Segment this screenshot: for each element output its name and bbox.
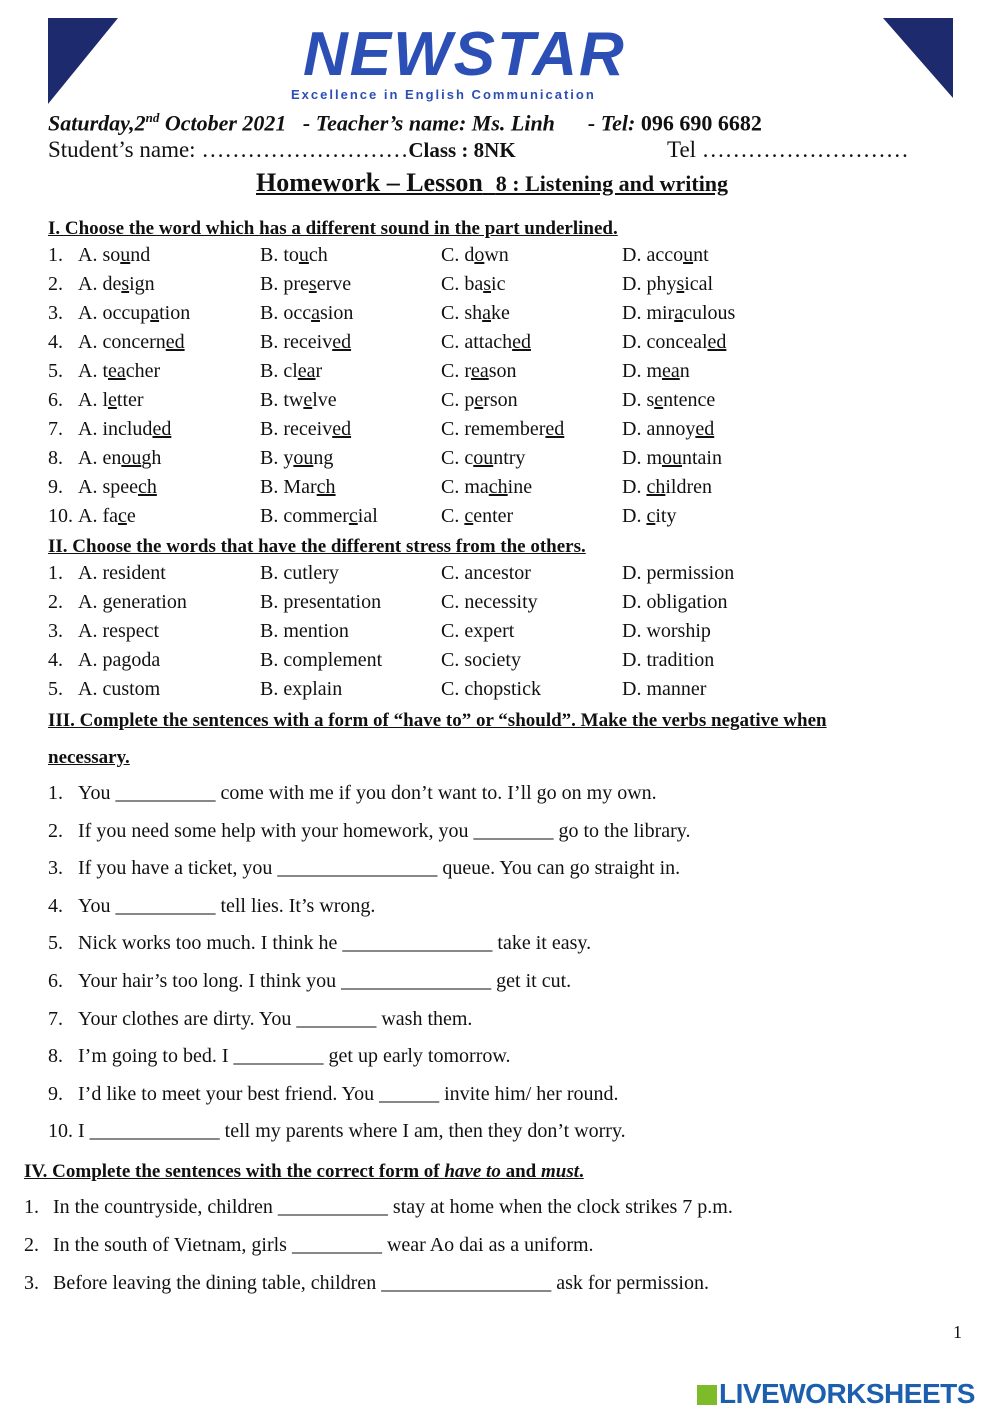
option-c: C. necessity	[441, 591, 538, 613]
option-text: A. en	[78, 447, 122, 469]
option-text: ntry	[493, 447, 526, 469]
option-text: ine	[507, 476, 533, 498]
option-text: C. d	[441, 244, 475, 266]
option-a: A. resident	[78, 562, 166, 584]
section3-heading-cont: necessary.	[48, 747, 130, 768]
item-number: 1.	[48, 782, 63, 804]
option-a	[78, 476, 157, 499]
underlined-part: ea	[108, 360, 126, 382]
option-text: C. remember	[441, 418, 546, 440]
underlined-part: c	[464, 505, 474, 527]
section2-heading: II. Choose the words that have the different stress from the others.	[48, 536, 586, 557]
option-c: C. society	[441, 649, 521, 671]
item-number: 2.	[48, 273, 63, 295]
underlined-part: ed	[332, 418, 352, 440]
option-d	[622, 389, 715, 412]
option-text: rson	[483, 389, 518, 411]
sentence: I’d like to meet your best friend. You ______ invite him/ her round.	[78, 1082, 619, 1105]
option-b	[260, 389, 337, 412]
underlined-part: ou	[473, 447, 494, 469]
item-number: 3.	[24, 1272, 39, 1294]
option-text: erve	[316, 273, 352, 295]
option-d	[622, 447, 722, 470]
option-text: B. Mar	[260, 476, 317, 498]
item-number: 2.	[24, 1234, 39, 1256]
item-number: 4.	[48, 649, 63, 671]
underlined-part: e	[474, 389, 484, 411]
underlined-part: a	[150, 302, 160, 324]
section4-heading: IV. Complete the sentences with the correct form of have to and must.	[24, 1161, 584, 1182]
student-name-field: Student’s name: ………………………	[48, 137, 409, 162]
item-number: 1.	[24, 1196, 39, 1218]
option-c: C. chopstick	[441, 678, 541, 700]
sentence: You __________ come with me if you don’t want to. I’ll go on my own.	[78, 782, 657, 804]
option-text: C. sh	[441, 302, 483, 324]
underlined-part: o	[474, 244, 485, 266]
option-text: A. spee	[78, 476, 138, 498]
underlined-part: ed	[332, 331, 352, 353]
underlined-part: e	[108, 389, 117, 411]
option-b	[260, 244, 328, 267]
sentence: In the south of Vietnam, girls _________ wear Ao dai as a uniform.	[53, 1234, 594, 1256]
option-text: nd	[130, 244, 151, 266]
option-text: ign	[129, 273, 155, 295]
date: Saturday,2	[48, 110, 146, 136]
brand-logo: NEWSTAR	[303, 20, 626, 89]
item-number: 3.	[48, 857, 63, 880]
item-number: 8.	[48, 1045, 63, 1068]
option-text: ch	[308, 244, 328, 266]
underlined-part: a	[311, 302, 320, 324]
option-text: A. so	[78, 244, 121, 266]
option-text: son	[488, 360, 517, 382]
option-b	[260, 331, 351, 354]
option-c	[441, 476, 532, 499]
underlined-part: u	[120, 244, 131, 266]
option-text: gh	[141, 447, 162, 469]
option-text: lve	[312, 389, 337, 411]
sentence: In the countryside, children ___________ stay at home when the clock strikes 7 p.m.	[53, 1196, 733, 1218]
underlined-part: a	[674, 302, 684, 324]
tel-label: - Tel:	[554, 110, 636, 136]
option-b: B. complement	[260, 649, 383, 671]
item-number: 5.	[48, 360, 63, 382]
sentence: Your clothes are dirty. You ________ wash them.	[78, 1007, 473, 1030]
underlined-part: ou	[121, 447, 142, 469]
option-d: D. obligation	[622, 591, 728, 613]
option-text: ity	[655, 505, 677, 527]
item-number: 6.	[48, 970, 63, 992]
item-number: 4.	[48, 894, 63, 917]
underlined-part: ou	[293, 447, 314, 469]
underlined-part: s	[308, 273, 317, 295]
underlined-part: ea	[297, 360, 316, 382]
option-c	[441, 418, 564, 441]
section3-heading: III. Complete the sentences with a form of “have to” or “should”. Make the verbs negative when	[48, 710, 827, 731]
option-d	[622, 418, 714, 441]
option-b	[260, 447, 333, 470]
option-b	[260, 505, 378, 528]
option-text: B. y	[260, 447, 294, 469]
newstar-banner	[48, 18, 953, 104]
option-text: D.	[622, 505, 647, 527]
item-number: 1.	[48, 562, 63, 584]
underlined-part: c	[117, 505, 127, 527]
option-text: A. concern	[78, 331, 166, 353]
option-text: A. includ	[78, 418, 153, 440]
option-a: A. respect	[78, 620, 160, 642]
option-b: B. explain	[260, 678, 343, 700]
option-text: B. cl	[260, 360, 298, 382]
underlined-part: s	[483, 273, 492, 295]
sentence: I’m going to bed. I _________ get up early tomorrow.	[78, 1045, 511, 1068]
option-text: e	[126, 505, 136, 527]
underlined-part: ch	[137, 476, 157, 498]
option-d	[622, 360, 690, 383]
option-text: ildren	[665, 476, 712, 498]
option-text: D. mir	[622, 302, 675, 324]
option-d: D. tradition	[622, 649, 715, 671]
option-text: D. annoy	[622, 418, 696, 440]
item-number: 7.	[48, 418, 63, 440]
section1-heading: I. Choose the word which has a different sound in the part underlined.	[48, 218, 618, 239]
item-number: 8.	[48, 447, 63, 469]
option-text: ical	[684, 273, 714, 295]
option-text: A. t	[78, 360, 108, 382]
underlined-part: ch	[646, 476, 666, 498]
option-d	[622, 505, 676, 528]
option-b: B. presentation	[260, 591, 382, 613]
tel-value: 096 690 6682	[635, 110, 762, 136]
option-a	[78, 302, 190, 325]
liveworksheets-logo-icon	[697, 1385, 717, 1405]
underlined-part: ed	[707, 331, 727, 353]
sentence: If you have a ticket, you ________________ queue. You can go straight in.	[78, 857, 681, 880]
option-text: ke	[491, 302, 510, 324]
underlined-part: e	[303, 389, 313, 411]
underlined-part: ch	[316, 476, 336, 498]
option-c	[441, 447, 525, 470]
tel-field: Tel ………………………	[667, 137, 909, 162]
option-text: C. p	[441, 389, 475, 411]
option-d: D. permission	[622, 562, 735, 584]
item-number: 6.	[48, 389, 63, 411]
item-number: 3.	[48, 620, 63, 642]
option-d	[622, 476, 712, 499]
item-number: 4.	[48, 331, 63, 353]
option-text: culous	[683, 302, 736, 324]
class-label: Class : 8NK	[408, 138, 516, 162]
sentence: I _____________ tell my parents where I am, then they don’t worry.	[78, 1120, 626, 1143]
option-a	[78, 360, 160, 383]
option-text: r	[315, 360, 323, 382]
date-teacher-line: Saturday,2nd October 2021 - Teacher’s name: Ms. Linh - Tel: 096 690 6682	[48, 110, 762, 136]
option-a	[78, 244, 150, 267]
option-text: D. conceal	[622, 331, 708, 353]
option-c	[441, 273, 505, 296]
underlined-part: ed	[152, 418, 172, 440]
sentence: You __________ tell lies. It’s wrong.	[78, 894, 376, 917]
liveworksheets-watermark: LIVEWORKSHEETS	[697, 1378, 975, 1410]
underlined-part: c	[348, 505, 358, 527]
teacher-name: - Teacher’s name: Ms. Linh	[286, 110, 555, 136]
option-text: C. attach	[441, 331, 513, 353]
sentence: If you need some help with your homework, you ________ go to the library.	[78, 819, 691, 842]
underlined-part: ed	[545, 418, 565, 440]
option-text: C. r	[441, 360, 471, 382]
option-text: C. ma	[441, 476, 489, 498]
option-c	[441, 505, 513, 528]
option-a	[78, 389, 144, 412]
option-text: ntain	[682, 447, 722, 469]
underlined-part: u	[683, 244, 694, 266]
option-c	[441, 331, 531, 354]
item-number: 5.	[48, 678, 63, 700]
option-text: A. fa	[78, 505, 118, 527]
option-b	[260, 418, 351, 441]
underlined-part: ed	[695, 418, 715, 440]
option-c	[441, 302, 510, 325]
underlined-part: ou	[662, 447, 682, 469]
option-text: B. receiv	[260, 418, 333, 440]
option-text: D. m	[622, 447, 662, 469]
option-a	[78, 418, 171, 441]
option-text: B. commer	[260, 505, 349, 527]
option-a	[78, 273, 155, 296]
item-number: 1.	[48, 244, 63, 266]
underlined-part: ed	[165, 331, 185, 353]
option-text: cher	[125, 360, 161, 382]
option-text: A. occup	[78, 302, 151, 324]
option-text: B. to	[260, 244, 299, 266]
option-d	[622, 302, 735, 325]
underlined-part: c	[646, 505, 656, 527]
option-text: C.	[441, 505, 465, 527]
option-c	[441, 389, 518, 412]
option-text: D. acco	[622, 244, 684, 266]
item-number: 10.	[48, 505, 73, 527]
option-b	[260, 273, 351, 296]
item-number: 9.	[48, 476, 63, 498]
item-number: 5.	[48, 932, 63, 955]
option-b	[260, 302, 353, 325]
page-title: Homework – Lesson 8 : Listening and writing	[256, 168, 729, 197]
option-a: A. custom	[78, 678, 161, 700]
option-text: enter	[473, 505, 514, 527]
option-text: D.	[622, 476, 647, 498]
option-text: A. de	[78, 273, 122, 295]
option-a	[78, 505, 136, 528]
option-text: ial	[357, 505, 378, 527]
option-text: sion	[319, 302, 354, 324]
item-number: 9.	[48, 1082, 63, 1105]
underlined-part: e	[654, 389, 664, 411]
option-b: B. mention	[260, 620, 349, 642]
underlined-part: ea	[662, 360, 680, 382]
option-d	[622, 331, 726, 354]
option-text: D. s	[622, 389, 655, 411]
option-text: wn	[484, 244, 509, 266]
item-number: 2.	[48, 591, 63, 613]
option-c: C. expert	[441, 620, 515, 642]
option-d: D. manner	[622, 678, 707, 700]
option-d	[622, 273, 713, 296]
page-number: 1	[953, 1322, 962, 1342]
option-b	[260, 360, 322, 383]
option-a	[78, 331, 185, 354]
sentence: Your hair’s too long. I think you _______________ get it cut.	[78, 970, 572, 992]
underlined-part: s	[676, 273, 685, 295]
underlined-part: ch	[488, 476, 508, 498]
option-b	[260, 476, 336, 499]
option-b: B. cutlery	[260, 562, 339, 584]
option-text: n	[679, 360, 690, 382]
option-d: D. worship	[622, 620, 711, 642]
option-text: nt	[693, 244, 709, 266]
option-text: tter	[116, 389, 144, 411]
option-c	[441, 244, 509, 267]
banner-right-stripe	[883, 18, 953, 98]
option-a: A. pagoda	[78, 649, 161, 671]
student-line	[48, 138, 516, 162]
option-a	[78, 447, 161, 470]
item-number: 2.	[48, 819, 63, 842]
brand-slogan: Excellence in English Communication	[291, 87, 596, 102]
item-number: 7.	[48, 1007, 63, 1030]
option-c	[441, 360, 517, 383]
option-text: ic	[491, 273, 506, 295]
option-text: B. receiv	[260, 331, 333, 353]
underlined-part: s	[121, 273, 130, 295]
option-text: B. occ	[260, 302, 312, 324]
option-text: B. pre	[260, 273, 309, 295]
option-text: A. l	[78, 389, 108, 411]
banner-left-stripe	[48, 18, 118, 104]
option-text: B. tw	[260, 389, 304, 411]
option-a: A. generation	[78, 591, 187, 613]
option-c: C. ancestor	[441, 562, 531, 584]
option-text: ntence	[663, 389, 716, 411]
option-text: C. ba	[441, 273, 484, 295]
item-number: 10.	[48, 1120, 73, 1143]
option-text: ng	[313, 447, 334, 469]
underlined-part: u	[298, 244, 309, 266]
item-number: 3.	[48, 302, 63, 324]
sentence: Before leaving the dining table, children _________________ ask for permission.	[53, 1272, 709, 1294]
underlined-part: ea	[471, 360, 489, 382]
option-d	[622, 244, 709, 267]
option-text: tion	[159, 302, 191, 324]
option-text: C. c	[441, 447, 474, 469]
underlined-part: a	[482, 302, 492, 324]
sentence: Nick works too much. I think he _______________ take it easy.	[78, 932, 592, 955]
option-text: D. phy	[622, 273, 677, 295]
underlined-part: ed	[512, 331, 531, 353]
option-text: D. m	[622, 360, 662, 382]
